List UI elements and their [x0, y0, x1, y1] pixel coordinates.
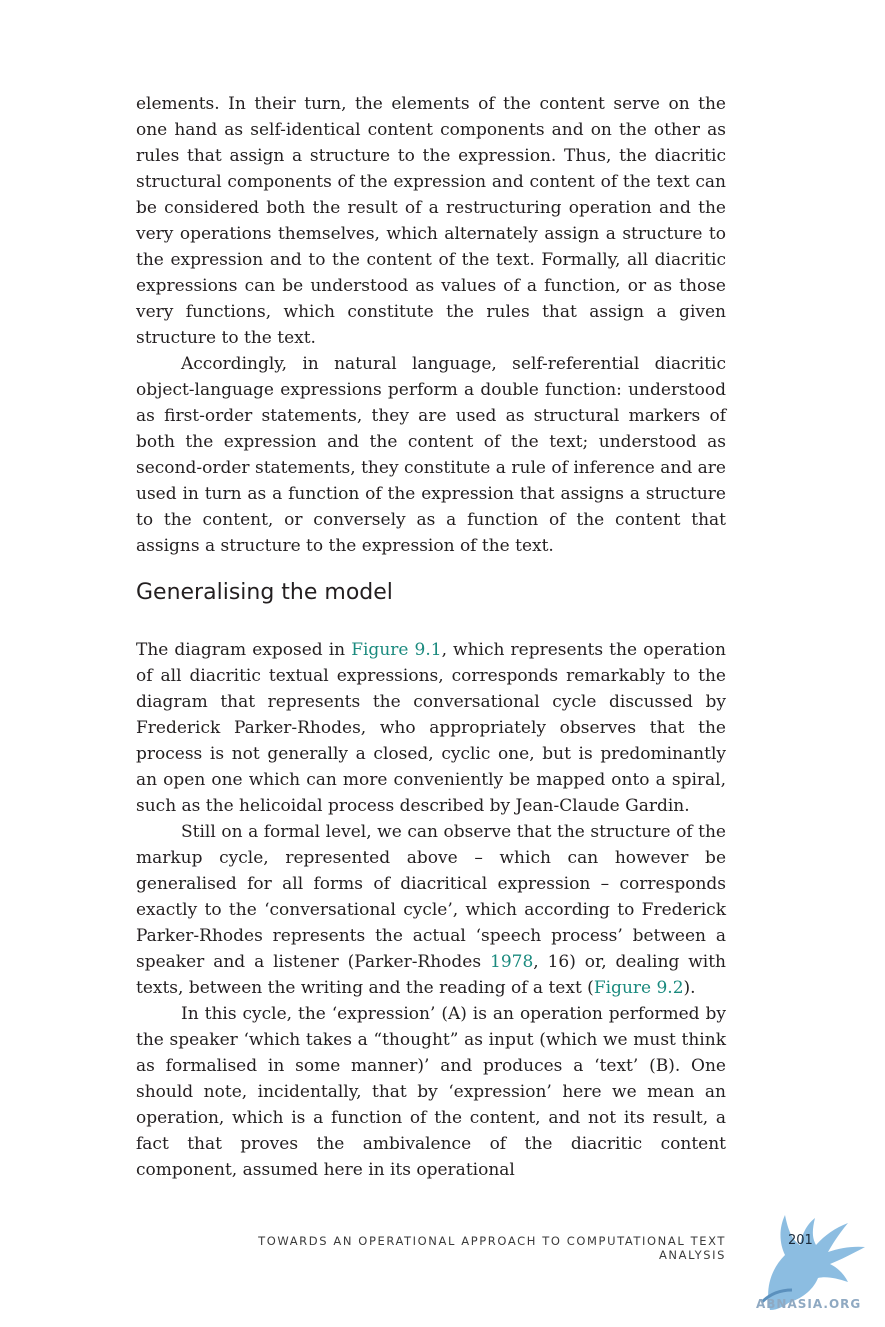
text-run: ).: [683, 978, 696, 998]
running-footer: TOWARDS AN OPERATIONAL APPROACH TO COMPUTATIONAL TEXT ANALYSIS: [258, 1234, 726, 1262]
citation-link[interactable]: 1978: [490, 952, 534, 972]
text-run: , 16) or, dealing with texts, between the writing and the reading of a text (: [136, 952, 726, 998]
section-heading: Generalising the model: [136, 580, 393, 605]
paragraph: elements. In their turn, the elements of the content serve on the one hand as self-identical content components and on the other as rules that assign a structure to the expression. Thus, the diacritic structural components of the expression and content of the text can be considered both the result of a restructuring operation and the very operations themselves, which alternately assign a structure to the expression and to the content of the text. Formally, all diacritic expressions can be understood as values of a function, or as those very functions, which constitute the rules that assign a given structure to the text.: [136, 94, 726, 348]
figure-link[interactable]: Figure 9.2: [593, 978, 684, 998]
watermark-text: ABNASIA.ORG: [756, 1297, 862, 1311]
paragraph: [136, 819, 726, 1001]
paragraph: [136, 637, 726, 819]
figure-link[interactable]: Figure 9.1: [351, 640, 442, 660]
text-run: Still on a formal level, we can observe that the structure of the markup cycle, represented above – which can however be generalised for all forms of diacritical expression – corresponds exactly to the ‘conversational cycle’, which according to Frederick Parker-Rhodes represents the actual ‘speech process’ between a speaker and a listener (Parker-Rhodes: [136, 822, 726, 972]
section-text: [136, 637, 726, 1183]
continuation-text: [136, 91, 726, 559]
paragraph: Accordingly, in natural language, self-referential diacritic object-language expressions perform a double function: understood as first-order statements, they are used as structural markers of both the expression and the content of the text; understood as second-order statements, they constitute a rule of inference and are used in turn as a function of the expression that assigns a structure to the content, or conversely as a function of the content that assigns a structure to the expression of the text.: [136, 354, 726, 556]
paragraph: In this cycle, the ‘expression’ (A) is an operation performed by the speaker ‘which takes a “thought” as input (which we must think as formalised in some manner)’ and produces a ‘text’ (B). One should note, incidentally, that by ‘expression’ here we mean an operation, which is a function of the content, and not its result, a fact that proves the ambivalence of the diacritic content component, assumed here in its operational: [136, 1004, 726, 1180]
text-run: , which represents the operation of all diacritic textual expressions, corresponds remarkably to the diagram that represents the conversational cycle discussed by Frederick Parker-Rhodes, who appropriately observes that the process is not generally a closed, cyclic one, but is predominantly an open one which can more conveniently be mapped onto a spiral, such as the helicoidal process described by Jean-Claude Gardin.: [136, 640, 726, 816]
page-number: 201: [788, 1233, 813, 1248]
text-run: The diagram exposed in: [136, 640, 352, 660]
